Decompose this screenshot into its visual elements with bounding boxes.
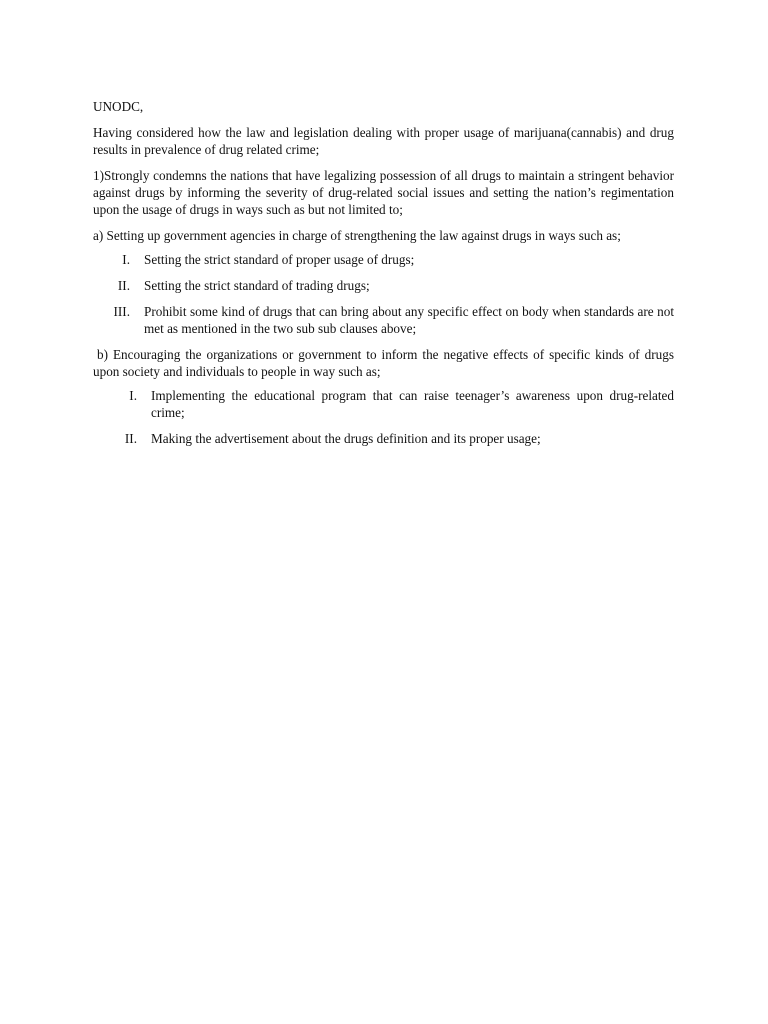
document-heading: UNODC, [93, 99, 144, 114]
list-item-numeral: I. [129, 388, 137, 403]
sub-clause-b-list [93, 387, 674, 447]
list-item-numeral: III. [113, 304, 130, 319]
clause-1-paragraph: 1)Strongly condemns the nations that have legalizing possession of all drugs to maintain a stringent behavior against drugs by informing the severity of drug-related social issues and setting the nation’s regimentation upon the usage of drugs in ways such as but not limited to; [93, 168, 674, 217]
list-item [93, 277, 674, 294]
list-item-text: Prohibit some kind of drugs that can bring about any specific effect on body when standards are not met as mentioned in the two sub sub clauses above; [144, 304, 674, 336]
list-item-text: Setting the strict standard of trading drugs; [144, 278, 370, 293]
document-page [93, 98, 674, 456]
sub-clause-a-paragraph: a) Setting up government agencies in charge of strengthening the law against drugs in ways such as; [93, 228, 621, 243]
list-item [93, 303, 674, 337]
list-item-numeral: II. [124, 431, 137, 446]
list-item-text: Making the advertisement about the drugs definition and its proper usage; [151, 431, 541, 446]
list-item-numeral: I. [122, 252, 130, 267]
preamble-paragraph: Having considered how the law and legislation dealing with proper usage of marijuana(cannabis) and drug results in prevalence of drug related crime; [93, 125, 674, 157]
sub-clause-b-paragraph: b) Encouraging the organizations or government to inform the negative effects of specific kinds of drugs upon society and individuals to people in way such as; [93, 347, 674, 379]
list-item-numeral: II. [117, 278, 130, 293]
list-item [93, 387, 674, 421]
list-item-text: Implementing the educational program that can raise teenager’s awareness upon drug-related crime; [151, 388, 674, 420]
list-item [93, 430, 674, 447]
list-item [93, 251, 674, 268]
list-item-text: Setting the strict standard of proper usage of drugs; [144, 252, 415, 267]
sub-clause-a-list [93, 251, 674, 337]
